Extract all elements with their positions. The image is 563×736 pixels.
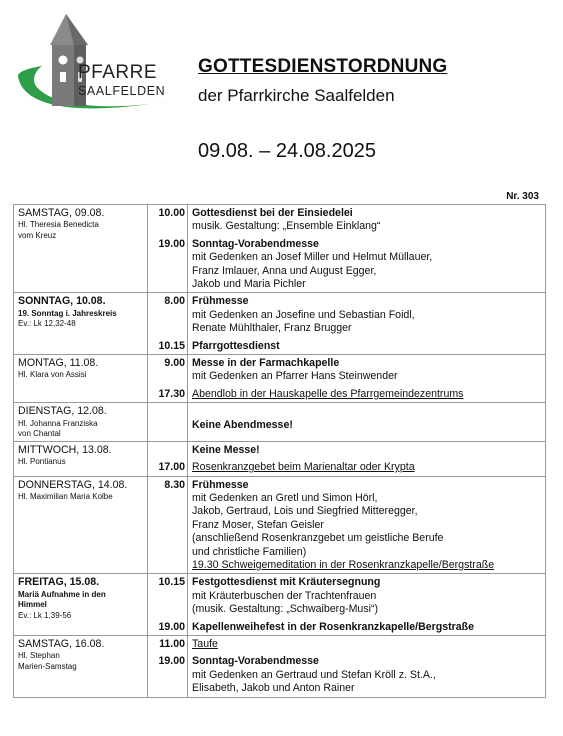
schedule-row [14,441,546,476]
event-line: Frühmesse [192,478,249,491]
event-line: mit Gedenken an Pfarrer Hans Steinwender [192,370,398,383]
time-spacer [152,546,185,559]
time-cell [148,205,188,293]
schedule-row [14,403,546,441]
event-line: Rosenkranzgebet beim Marienaltar oder Krypta [192,461,415,474]
day-cell [14,355,148,403]
event-line: mit Gedenken an Gertraud und Stefan Kröll z. St.A., [192,668,436,681]
event-line: Pfarrgottesdienst [192,339,280,352]
event-cell [188,574,546,636]
time-spacer [152,220,185,233]
day-note: 19. Sonntag i. Jahreskreis [18,308,117,318]
event-line: Franz Moser, Stefan Geisler [192,518,324,531]
day-label: MITTWOCH, 13.08. [18,443,112,456]
time-spacer [152,603,185,616]
event-cell [188,476,546,574]
time-spacer [152,251,185,264]
event-time: 10.15 [158,576,185,589]
event-cell [188,403,546,441]
day-cell [14,205,148,293]
time-spacer [152,682,185,695]
time-spacer [152,590,185,603]
event-line: (anschließend Rosenkranzgebet um geistliche Berufe [192,532,444,545]
date-range: 09.08. – 24.08.2025 [198,140,376,162]
time-cell [148,403,188,441]
day-note: von Chantal [18,429,61,439]
day-label: SONNTAG, 10.08. [18,295,106,308]
day-label: DONNERSTAG, 14.08. [18,478,128,491]
time-spacer [152,505,185,518]
event-time: 8.30 [164,478,185,491]
event-time: 10.00 [158,207,185,219]
day-cell [14,403,148,441]
schedule-row [14,476,546,574]
event-line: 19.30 Schweigemeditation in der Rosenkranzkapelle/Bergstraße [192,558,495,571]
event-line: Jakob und Maria Pichler [192,278,306,291]
day-note: Ev.: Lk 1,39-56 [18,610,72,620]
event-time: 17.00 [158,461,185,474]
time-cell [148,476,188,574]
event-line: Frühmesse [192,295,249,308]
event-cell [188,355,546,403]
time-spacer [152,278,185,291]
time-cell [148,441,188,476]
time-spacer [152,559,185,572]
parish-logo [14,14,182,122]
schedule-row [14,355,546,403]
time-cell [148,293,188,355]
schedule-row [14,574,546,636]
event-time: 19.00 [158,237,185,250]
event-line: mit Gedenken an Josef Miller und Helmut Müllauer, [192,251,433,264]
event-line: Elisabeth, Jakob und Anton Rainer [192,682,355,695]
logo-text-saalfelden: SAALFELDEN [78,84,166,98]
day-cell [14,635,148,697]
event-time: 11.00 [159,637,185,650]
schedule-table [13,204,546,698]
event-time [152,405,185,418]
time-spacer [152,519,185,532]
event-line: Kapellenweihefest in der Rosenkranzkapelle/Bergstraße [192,620,475,633]
event-line: musik. Gestaltung: „Ensemble Einklang“ [192,220,381,233]
event-line: Renate Mühlthaler, Franz Brugger [192,322,352,335]
time-cell [148,635,188,697]
event-line: Sonntag-Vorabendmesse [192,655,319,668]
day-note: Hl. Johanna Franziska [18,418,98,428]
event-line: Abendlob in der Hauskapelle des Pfarrgemeindezentrums [192,387,464,400]
event-line: und christliche Familien) [192,545,307,558]
time-spacer [152,419,185,432]
day-note: Mariä Aufnahme in den [18,589,106,599]
logo-text-pfarre: PFARRE [78,62,158,83]
day-label: DIENSTAG, 12.08. [18,405,107,418]
day-note: Hl. Pontianus [18,457,66,467]
day-cell [14,574,148,636]
event-line: mit Kräuterbuschen der Trachtenfrauen [192,589,377,602]
day-label: MONTAG, 11.08. [18,357,99,370]
event-cell [188,205,546,293]
event-line: Jakob, Gertraud, Lois und Siegfried Mitteregger, [192,505,418,518]
event-line: Keine Abendmesse! [192,418,293,431]
time-spacer [152,309,185,322]
time-cell [148,574,188,636]
event-time: 9.00 [164,357,185,370]
event-line: Keine Messe! [192,443,260,456]
day-label: SAMSTAG, 09.08. [18,207,105,219]
event-line: Sonntag-Vorabendmesse [192,237,319,250]
day-label: FREITAG, 15.08. [18,576,100,589]
event-line: Taufe [192,637,218,650]
event-cell [188,441,546,476]
event-time: 8.00 [164,295,185,308]
event-cell [188,635,546,697]
event-line: (musik. Gestaltung: „Schwaiberg-Musi“) [192,603,379,616]
time-spacer [152,532,185,545]
time-spacer [152,370,185,383]
day-note: Hl. Stephan [18,651,60,661]
day-note: Hl. Klara von Assisi [18,370,87,380]
event-time: 19.00 [158,655,185,668]
day-cell [14,476,148,574]
day-note: Ev.: Lk 12,32-48 [18,319,76,329]
day-note: Marien-Samstag [18,661,77,671]
event-cell [188,293,546,355]
day-note: vom Kreuz [18,230,57,240]
schedule-row [14,635,546,697]
time-spacer [152,265,185,278]
event-time: 17.30 [158,387,185,400]
event-line: Franz Imlauer, Anna und August Egger, [192,264,377,277]
page-subtitle: der Pfarrkirche Saalfelden [198,86,395,105]
day-note: Hl. Theresia Benedicta [18,220,99,230]
issue-number: Nr. 303 [506,191,539,202]
day-label: SAMSTAG, 16.08. [18,637,105,650]
event-line: mit Gedenken an Gretl und Simon Hörl, [192,491,378,504]
event-time: 19.00 [158,620,185,633]
day-note: Hl. Maximilian Maria Kolbe [18,491,113,501]
page-title: GOTTESDIENSTORDNUNG [198,56,448,77]
schedule-row [14,205,546,293]
time-cell [148,355,188,403]
day-cell [14,293,148,355]
event-line: mit Gedenken an Josefine und Sebastian Foidl, [192,308,415,321]
day-cell [14,441,148,476]
event-line [192,405,542,418]
event-line: Festgottesdienst mit Kräutersegnung [192,576,381,589]
event-time [152,444,185,457]
event-line: Messe in der Farmachkapelle [192,357,340,370]
time-spacer [152,669,185,682]
time-spacer [152,322,185,335]
event-line: Gottesdienst bei der Einsiedelei [192,207,353,219]
day-note: Himmel [18,600,47,610]
event-time: 10.15 [158,339,185,352]
schedule-row [14,293,546,355]
time-spacer [152,492,185,505]
